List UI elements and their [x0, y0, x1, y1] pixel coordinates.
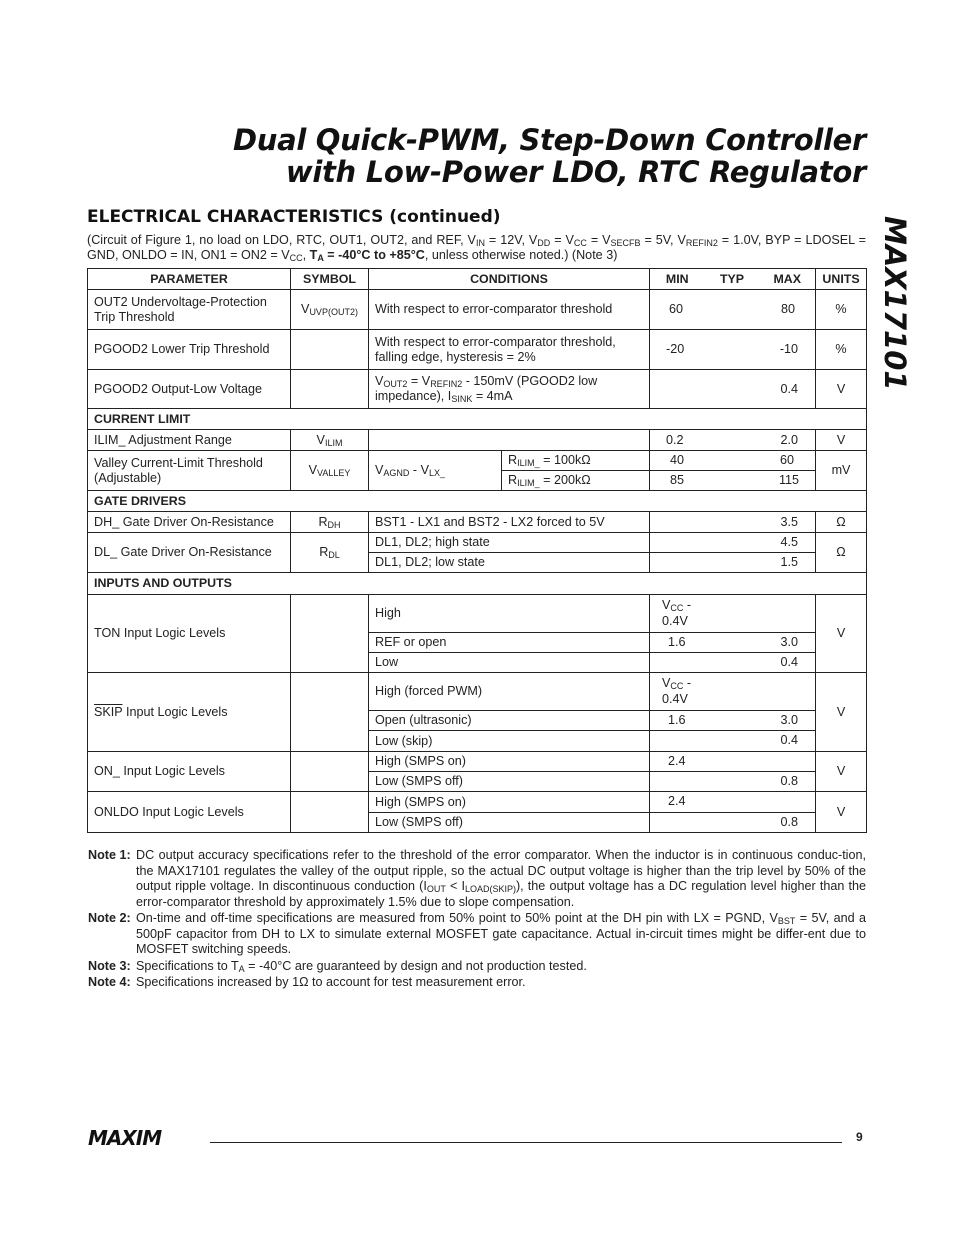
symbol-cell	[291, 330, 369, 370]
table-row	[88, 792, 867, 813]
param-cell: ONLDO Input Logic Levels	[88, 792, 291, 833]
param-cell: SKIP Input Logic Levels	[88, 673, 291, 752]
conditions-cell: With respect to error-comparator threshold	[369, 290, 650, 330]
units-cell: V	[816, 673, 867, 752]
param-cell: OUT2 Undervoltage-Protection Trip Threshold	[88, 290, 291, 330]
units-cell: V	[816, 752, 867, 792]
note-label: Note 4:	[88, 975, 131, 989]
conditions-cell: High (SMPS on)	[369, 792, 650, 813]
note-1	[88, 848, 866, 910]
note-label: Note 2:	[88, 911, 131, 925]
symbol-cell: $V_{VALLEY}$	[291, 451, 369, 491]
section-label: GATE DRIVERS	[88, 491, 867, 512]
header-parameter: PARAMETER	[88, 269, 291, 290]
table-row	[88, 370, 867, 409]
symbol-cell	[291, 673, 369, 752]
values-cell: $V_{CC}$ - 0.4V	[650, 673, 816, 711]
conditions-cell: With respect to error-comparator threshold, falling edge, hysteresis = 2%	[369, 330, 650, 370]
conditions-cell: Low (SMPS off)	[369, 772, 650, 792]
note-text: On-time and off-time specifications are measured from 50% point to 50% point at the DH pin with LX = PGND, $V_{BST} = 5V$, and a 500pF capacitor from DH to LX to simulate external MOSFET gate capacitance. Actual in-circuit times might be differ-ent due to MOSFET switching speeds.	[136, 911, 866, 956]
table-row	[88, 330, 867, 370]
param-cell: Valley Current-Limit Threshold (Adjustable)	[88, 451, 291, 491]
note-2	[88, 911, 866, 958]
header-max: MAX	[760, 269, 816, 290]
units-cell: V	[816, 370, 867, 409]
header-conditions: CONDITIONS	[369, 269, 650, 290]
table-row	[88, 512, 867, 533]
symbol-cell	[291, 752, 369, 792]
title-line-1: Dual Quick-PWM, Step-Down Controller	[232, 123, 866, 157]
param-cell: TON Input Logic Levels	[88, 595, 291, 673]
note-text: Specifications increased by 1Ω to account for test measurement error.	[136, 975, 526, 989]
values-cell: -20 -10	[650, 330, 816, 370]
param-cell: DH_ Gate Driver On-Resistance	[88, 512, 291, 533]
subcondition-cell: $R_{ILIM\_} = 100k\Omega$	[502, 451, 650, 471]
symbol-cell: $V_{ILIM}$	[291, 430, 369, 451]
values-cell: 1.6 3.0	[650, 633, 816, 653]
table-row	[88, 752, 867, 772]
values-cell: 60 80	[650, 290, 816, 330]
note-3	[88, 959, 866, 975]
symbol-cell: $R_{DH}$	[291, 512, 369, 533]
note-label: Note 1:	[88, 848, 131, 862]
section-row-gate-drivers	[88, 491, 867, 512]
values-cell: 85 115	[650, 471, 816, 491]
note-4	[88, 975, 866, 991]
conditions-cell: DL1, DL2; low state	[369, 553, 650, 573]
conditions-cell: High (forced PWM)	[369, 673, 650, 711]
section-label: INPUTS AND OUTPUTS	[88, 573, 867, 595]
units-cell: %	[816, 290, 867, 330]
header-typ: TYP	[705, 269, 760, 290]
header-units: UNITS	[816, 269, 867, 290]
symbol-cell	[291, 370, 369, 409]
conditions-cell: High (SMPS on)	[369, 752, 650, 772]
param-cell: ON_ Input Logic Levels	[88, 752, 291, 792]
section-title: ELECTRICAL CHARACTERISTICS (continued)	[87, 207, 501, 227]
document-title	[233, 124, 866, 188]
table-row	[88, 290, 867, 330]
conditions-cell	[369, 430, 650, 451]
units-cell: mV	[816, 451, 867, 491]
values-cell: $V_{CC}$ - 0.4V	[650, 595, 816, 633]
symbol-cell: $V_{UVP(OUT2)}$	[291, 290, 369, 330]
side-part-number	[873, 210, 917, 400]
values-cell: 0.4	[650, 653, 816, 673]
section-row-current-limit	[88, 409, 867, 430]
values-cell: 0.8	[650, 813, 816, 833]
conditions-cell: $V_{AGND} - V_{LX\_}$	[369, 451, 502, 491]
header-min: MIN	[650, 269, 705, 290]
symbol-cell	[291, 595, 369, 673]
units-cell: Ω	[816, 512, 867, 533]
table-row	[88, 430, 867, 451]
conditions-cell: Open (ultrasonic)	[369, 711, 650, 731]
conditions-cell: Low (SMPS off)	[369, 813, 650, 833]
units-cell: %	[816, 330, 867, 370]
table-row	[88, 533, 867, 553]
values-cell: 0.4	[650, 370, 816, 409]
conditions-cell: DL1, DL2; high state	[369, 533, 650, 553]
note-text: DC output accuracy specifications refer to the threshold of the error comparator. When the inductor is in continuous conduc-tion, the MAX17101 regulates the valley of the output ripple, so the actual DC output voltage is higher than the trip level by 50% of the output ripple voltage. In discontinuous conduction $(I_{OUT} < I_{LOAD(SKIP)})$, the output voltage has a DC regulation level higher than the error-comparator threshold by approximately 1.5% due to slope compensation.	[136, 848, 866, 909]
symbol-cell	[291, 792, 369, 833]
section-row-inputs-outputs	[88, 573, 867, 595]
values-cell: 2.4	[650, 752, 816, 772]
param-cell: DL_ Gate Driver On-Resistance	[88, 533, 291, 573]
footer-rule	[210, 1142, 842, 1143]
values-cell: 2.4	[650, 792, 816, 813]
values-cell: 1.5	[650, 553, 816, 573]
table-header-row	[88, 269, 867, 290]
values-cell: 1.6 3.0	[650, 711, 816, 731]
conditions-cell: Low	[369, 653, 650, 673]
conditions-cell: BST1 - LX1 and BST2 - LX2 forced to 5V	[369, 512, 650, 533]
values-cell: 0.8	[650, 772, 816, 792]
subcondition-cell: $R_{ILIM\_} = 200k\Omega$	[502, 471, 650, 491]
test-conditions: (Circuit of Figure 1, no load on LDO, RTC, OUT1, OUT2, and REF, $V_{IN} = 12V$, $V_{DD} = V_{CC} = V_{SECFB} = 5V$, $V_{REFIN2} = 1.0V$, BYP = LDOSEL = GND, ONLDO = IN, $ON1 = ON2 = V_{CC}$, $T_A = -40^\circ C$ to +85°C, unless otherwise noted.) (Note 3)	[87, 233, 866, 263]
values-cell: 40 60	[650, 451, 816, 471]
values-cell: 3.5	[650, 512, 816, 533]
maxim-logo-text: MAXIM	[88, 1128, 162, 1148]
page-number: 9	[856, 1130, 863, 1144]
param-cell: PGOOD2 Lower Trip Threshold	[88, 330, 291, 370]
note-text: Specifications to $T_A = -40^\circ C$ are guaranteed by design and not production tested.	[136, 958, 587, 974]
table-row	[88, 451, 867, 471]
values-cell: 4.5	[650, 533, 816, 553]
symbol-cell: $R_{DL}$	[291, 533, 369, 573]
conditions-cell: REF or open	[369, 633, 650, 653]
title-line-2: with Low-Power LDO, RTC Regulator	[285, 155, 866, 189]
notes-section	[88, 848, 866, 992]
section-label: CURRENT LIMIT	[88, 409, 867, 430]
param-cell: ILIM_ Adjustment Range	[88, 430, 291, 451]
param-cell: PGOOD2 Output-Low Voltage	[88, 370, 291, 409]
note-label: Note 3:	[88, 958, 131, 973]
values-cell: 0.4	[650, 731, 816, 752]
units-cell: Ω	[816, 533, 867, 573]
side-part-number-text: MAX17101	[878, 216, 912, 391]
values-cell: 0.2 2.0	[650, 430, 816, 451]
units-cell: V	[816, 792, 867, 833]
maxim-logo	[88, 1128, 200, 1153]
conditions-cell: Low (skip)	[369, 731, 650, 752]
conditions-cell: $V_{OUT2} = V_{REFIN2} - 150mV$ (PGOOD2 low impedance), $I_{SINK} = 4mA$	[369, 370, 650, 409]
units-cell: V	[816, 595, 867, 673]
table-row	[88, 673, 867, 711]
header-symbol: SYMBOL	[291, 269, 369, 290]
units-cell: V	[816, 430, 867, 451]
electrical-characteristics-table	[87, 268, 867, 833]
conditions-cell: High	[369, 595, 650, 633]
table-row	[88, 595, 867, 633]
